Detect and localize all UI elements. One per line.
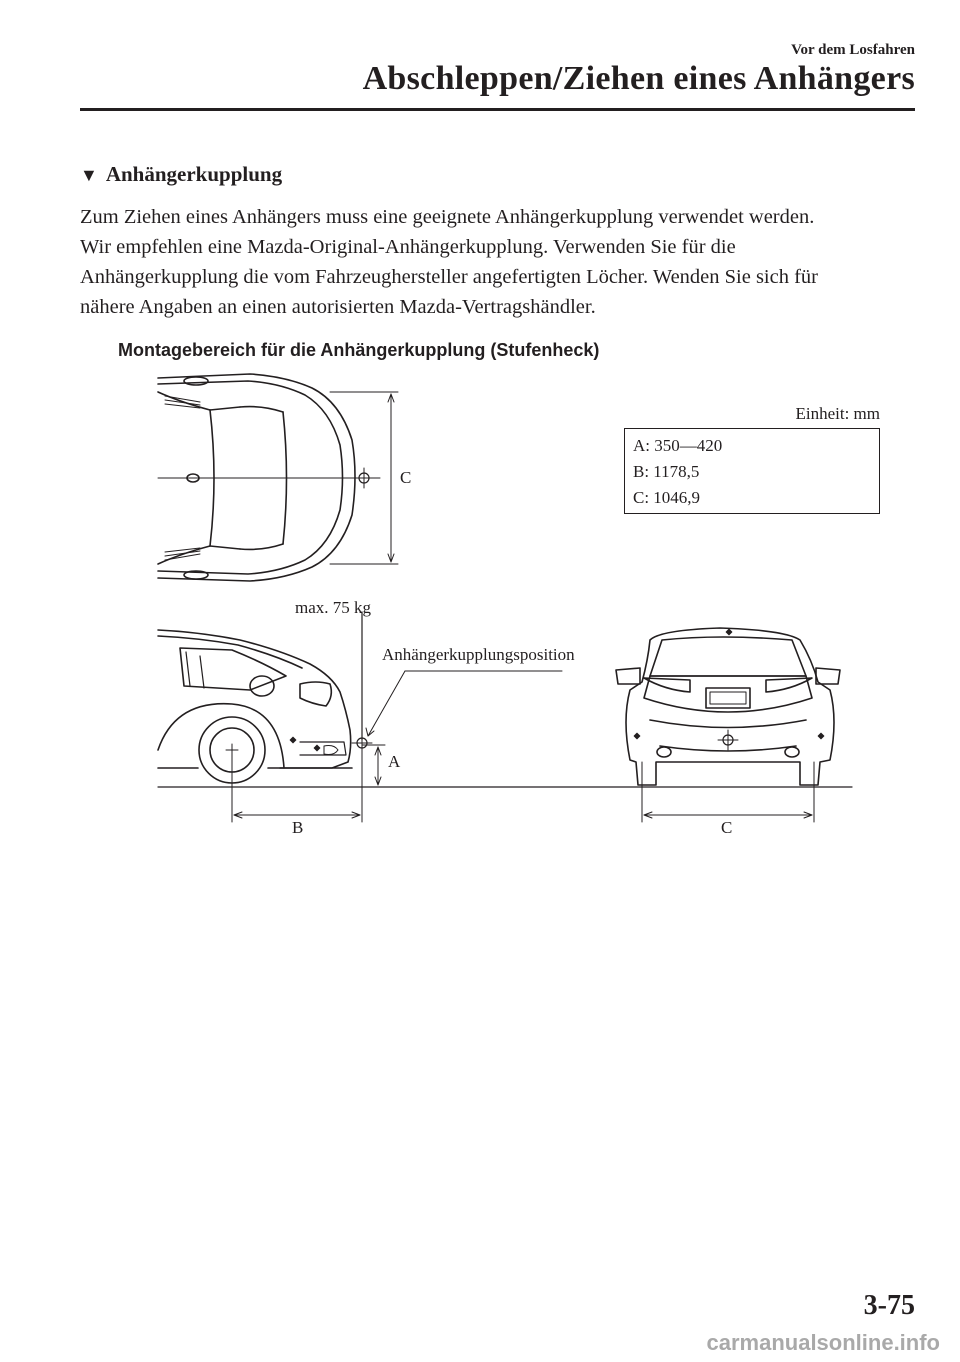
label-max-load: max. 75 kg xyxy=(295,598,372,617)
paragraph-line: Anhängerkupplung die vom Fahrzeughersteller angefertigten Löcher. Wenden Sie sich für xyxy=(80,266,819,288)
unit-label: Einheit: mm xyxy=(795,404,880,423)
dimension-b-value: B: 1178,5 xyxy=(633,462,700,481)
label-c-bottom: C xyxy=(721,818,733,837)
label-hitch-position: Anhängerkupplungsposition xyxy=(382,645,575,664)
chapter-subtitle: Vor dem Losfahren xyxy=(791,42,915,58)
car-top-view xyxy=(158,374,380,581)
page-number: 3-75 xyxy=(863,1290,915,1321)
dimension-legend-box xyxy=(624,428,880,514)
paragraph-line: Wir empfehlen eine Mazda-Original-Anhängerkupplung. Verwenden Sie für die xyxy=(80,236,736,258)
figure-caption: Montagebereich für die Anhängerkupplung (Stufenheck) xyxy=(118,340,600,360)
page-title: Abschleppen/Ziehen eines Anhängers xyxy=(362,60,915,97)
paragraph-line: nähere Angaben an einen autorisierten Mazda-Vertragshändler. xyxy=(80,296,596,318)
dimension-c-bottom xyxy=(642,762,814,822)
label-b: B xyxy=(292,818,304,837)
dimension-a xyxy=(362,745,385,785)
dimension-c-value: C: 1046,9 xyxy=(633,488,701,507)
watermark: carmanualsonline.info xyxy=(706,1330,940,1355)
label-c-top: C xyxy=(400,468,412,487)
car-rear-view xyxy=(616,628,840,785)
car-side-view xyxy=(158,612,562,783)
dimension-a-value: A: 350—420 xyxy=(633,436,723,455)
paragraph-line: Zum Ziehen eines Anhängers muss eine geeignete Anhängerkupplung verwendet werden. xyxy=(80,206,815,228)
section-heading-text: Anhängerkupplung xyxy=(105,162,283,186)
label-a: A xyxy=(388,752,401,771)
triangle-marker-icon: ▼ xyxy=(80,165,98,185)
